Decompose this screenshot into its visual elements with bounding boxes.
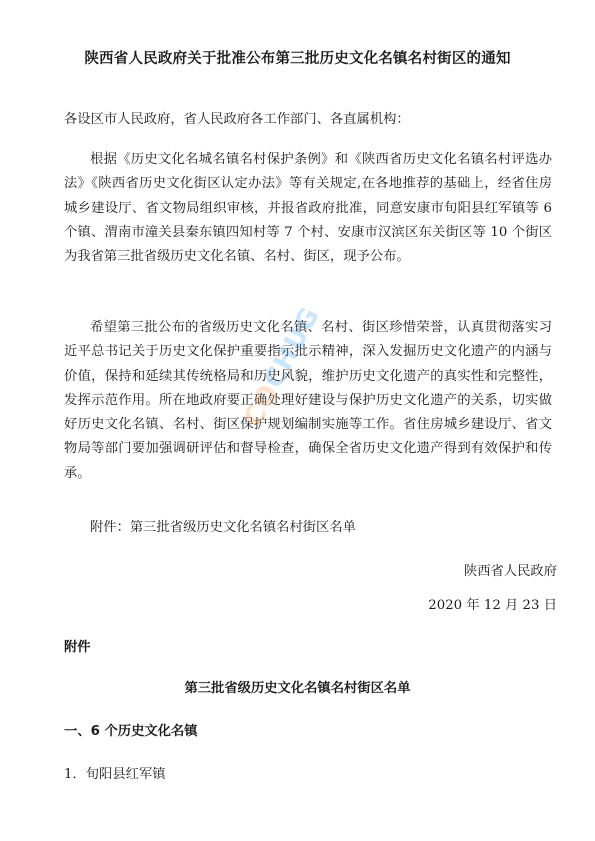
signature-organization: 陕西省人民政府 bbox=[463, 564, 557, 579]
attachment-list-title: 第三批省级历史文化名镇名村街区名单 bbox=[184, 681, 411, 696]
body-paragraph-1: 根据《历史文化名城名镇名村保护条例》和《陕西省历史文化名镇名村评选办法》《陕西省历史文化街区认定办法》等有关规定,在各地推荐的基础上，经省住房城乡建设厅、省文物局组织审核，并报省政府批准，同意安康市旬阳县红军镇等 6 个镇、渭南市潼关县秦东镇四知村等 7 个村、安康市汉滨区东关街区等 10 个街区为我省第三批省级历史文化名镇、名村、街区，现予公布。 bbox=[64, 152, 552, 265]
attachment-note: 附件：第三批省级历史文化名镇名村街区名单 bbox=[90, 520, 356, 535]
document-title: 陕西省人民政府关于批准公布第三批历史文化名镇名村街区的通知 bbox=[84, 51, 511, 67]
list-item: 1．旬阳县红军镇 bbox=[64, 767, 166, 782]
watermark-text-a: CO bbox=[238, 379, 286, 432]
watermark-text-b: CHUG bbox=[258, 301, 326, 394]
salutation: 各设区市人民政府，省人民政府各工作部门、各直属机构： bbox=[64, 112, 410, 127]
section-heading: 一、6 个历史文化名镇 bbox=[64, 724, 198, 739]
body-paragraph-2: 希望第三批公布的省级历史文化名镇、名村、街区珍惜荣誉，认真贯彻落实习近平总书记关于历史文化保护重要指示批示精神，深入发掘历史文化遗产的内涵与价值，保持和延续其传统格局和历史风貌，维护历史文化遗产的真实性和完整性，发挥示范作用。所在地政府要正确处理好建设与保护历史文化遗产的关系，切实做好历史文化名镇、名村、街区保护规划编制实施等工作。省住房城乡建设厅、省文物局等部门要加强调研评估和督导检查，确保全省历史文化遗产得到有效保护和传承。 bbox=[64, 320, 552, 481]
attachment-heading: 附件 bbox=[64, 640, 91, 655]
signature-date: 2020 年 12 月 23 日 bbox=[428, 598, 557, 613]
